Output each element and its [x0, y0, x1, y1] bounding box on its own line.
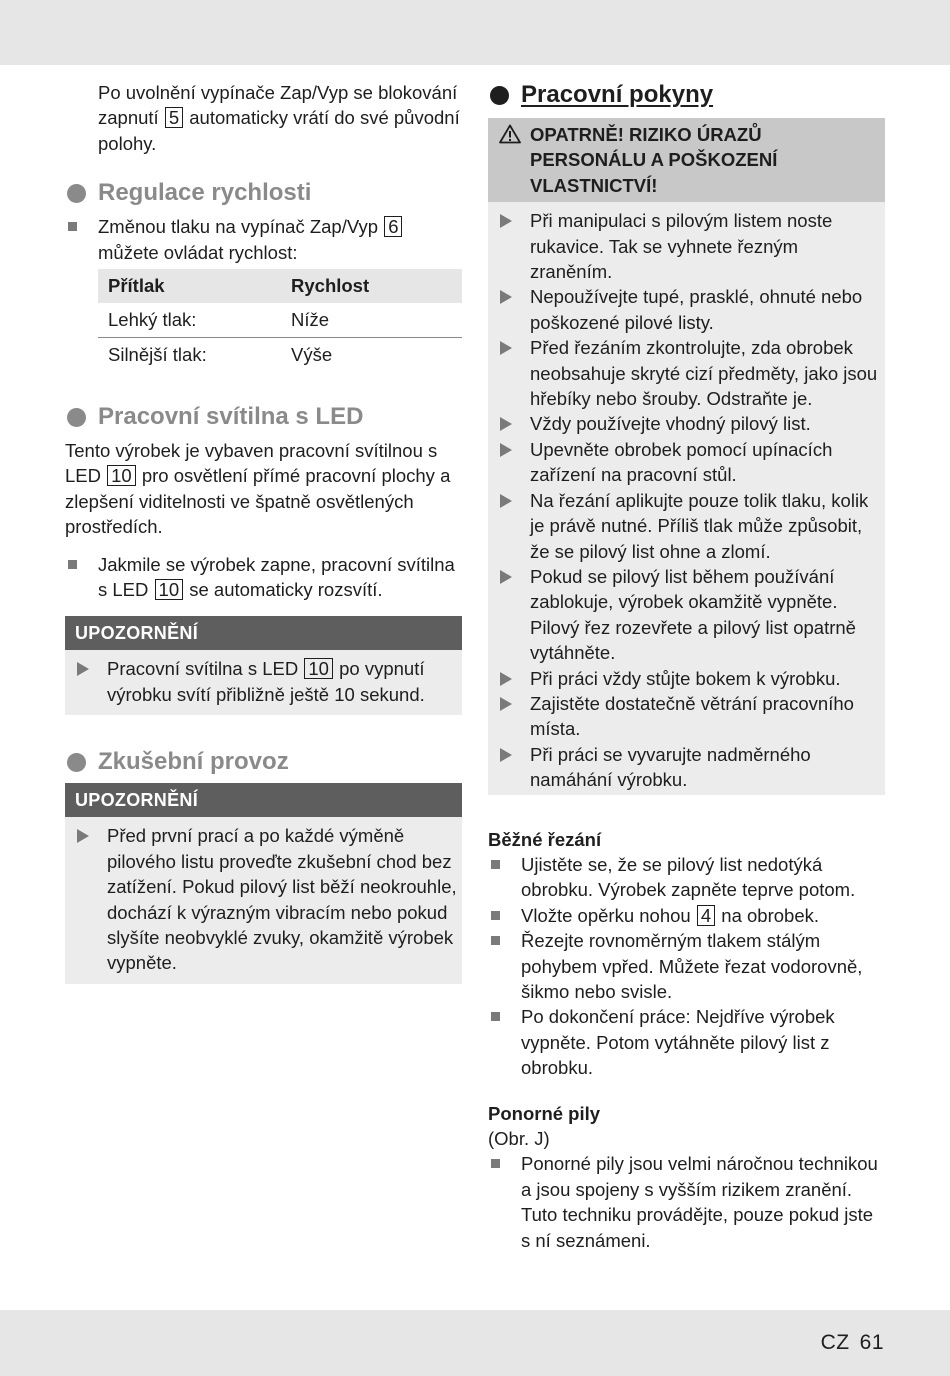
notice-box [65, 616, 462, 715]
list-item: Při práci se vyvarujte nadměrného namáhání výrobku. [488, 742, 885, 793]
notice-box [65, 783, 462, 983]
ref-number: 4 [697, 905, 715, 926]
square-bullet-icon [491, 860, 500, 869]
table-header: Přítlak [98, 269, 281, 303]
bullet-dot-icon [67, 408, 86, 427]
table-header-row [98, 269, 462, 303]
square-bullet-icon [68, 560, 77, 569]
notice-title: UPOZORNĚNÍ [65, 783, 462, 817]
bullet-dot-icon [67, 753, 86, 772]
list-item: Zajistěte dostatečně větrání pracovního místa. [488, 691, 885, 742]
ref-number: 5 [165, 107, 183, 128]
square-bullet-icon [491, 1159, 500, 1168]
arrow-bullet-icon [500, 417, 512, 431]
list-item: Řezejte rovnoměrným tlakem stálým pohybem vpřed. Můžete řezat vodorovně, šikmo nebo svisle. [488, 928, 885, 1004]
table-header: Rychlost [281, 269, 462, 303]
right-column [488, 80, 885, 1253]
ref-number: 6 [384, 216, 402, 237]
table-cell: Níže [281, 303, 462, 338]
square-bullet-icon [491, 1012, 500, 1021]
list-item: Upevněte obrobek pomocí upínacích zařízení na pracovní stůl. [488, 437, 885, 488]
square-bullet-icon [491, 936, 500, 945]
table-cell: Lehký tlak: [98, 303, 281, 338]
arrow-bullet-icon [500, 672, 512, 686]
top-band [0, 0, 950, 65]
warning-box [488, 118, 885, 795]
arrow-bullet-icon [500, 494, 512, 508]
heading-work-instructions: Pracovní pokyny [488, 80, 885, 110]
list-item: Nepoužívejte tupé, prasklé, ohnuté nebo poškozené pilové listy. [488, 284, 885, 335]
list-item: Při práci vždy stůjte bokem k výrobku. [488, 666, 885, 691]
subheading-plunge-saws: Ponorné pily [488, 1102, 601, 1124]
list-item: Před první prací a po každé výměně pilového listu proveďte zkušební chod bez zatížení. Pokud pilový list běží neokrouhle, dochází k výrazným vibracím nebo pokud slyšíte neobvyklé zvuky, okamžitě výrobek vypněte. [65, 823, 462, 975]
subheading-normal-cutting: Běžné řezání [488, 828, 602, 850]
list-item: Na řezání aplikujte pouze tolik tlaku, kolik je právě nutné. Příliš tlak může způsobit, že se pilový list ohne a zlomí. [488, 488, 885, 564]
list-item: Pracovní svítilna s LED 10 po vypnutí výrobku svítí přibližně ještě 10 sekund. [65, 656, 462, 707]
arrow-bullet-icon [500, 443, 512, 457]
warning-triangle-icon [499, 124, 521, 144]
table-cell: Výše [291, 344, 333, 366]
figure-reference: (Obr. J) [488, 1128, 550, 1150]
language-code: CZ [820, 1331, 850, 1354]
ref-number: 10 [107, 465, 136, 486]
page-number: 61 [859, 1331, 884, 1354]
led-paragraph: Tento výrobek je vybaven pracovní svítilnou s LED 10 pro osvětlení přímé pracovní plochy a zlepšení viditelnosti ve špatně osvětlených prostředích. [65, 440, 451, 538]
table-row [98, 303, 462, 338]
heading-led-light: Pracovní svítilna s LED [65, 402, 462, 432]
list-item: Jakmile se výrobek zapne, pracovní svítilna s LED 10 se automaticky rozsvítí. [65, 552, 462, 603]
table-cell: Silnější tlak: [108, 344, 207, 366]
list-item: Vložte opěrku nohou 4 na obrobek. [488, 903, 885, 928]
arrow-bullet-icon [500, 697, 512, 711]
notice-title: UPOZORNĚNÍ [65, 616, 462, 650]
list-item: Změnou tlaku na vypínač Zap/Vyp 6 můžete ovládat rychlost: [65, 214, 462, 265]
list-item: Před řezáním zkontrolujte, zda obrobek neobsahuje skryté cizí předměty, jako jsou hřebíky nebo šrouby. Odstraňte je. [488, 335, 885, 411]
arrow-bullet-icon [500, 748, 512, 762]
intro-paragraph: Po uvolnění vypínače Zap/Vyp se blokování zapnutí 5 automaticky vrátí do své původní polohy. [98, 82, 460, 154]
table-row [98, 338, 462, 373]
arrow-bullet-icon [500, 570, 512, 584]
warning-title: OPATRNĚ! RIZIKO ÚRAZŮ PERSONÁLU A POŠKOZENÍ VLASTNICTVÍ! [488, 118, 885, 202]
heading-speed-control: Regulace rychlosti [65, 178, 462, 208]
square-bullet-icon [68, 222, 77, 231]
list-item: Pokud se pilový list během používání zablokuje, výrobek okamžitě vypněte. Pilový řez rozevřete a pilový list opatrně vytáhněte. [488, 564, 885, 666]
arrow-bullet-icon [77, 662, 89, 676]
arrow-bullet-icon [500, 214, 512, 228]
page-footer [811, 1330, 884, 1355]
list-item: Při manipulaci s pilovým listem noste rukavice. Tak se vyhnete řezným zraněním. [488, 208, 885, 284]
arrow-bullet-icon [500, 341, 512, 355]
left-column [65, 80, 462, 984]
bullet-dot-icon [490, 86, 509, 105]
speed-table [98, 269, 462, 372]
list-item: Vždy používejte vhodný pilový list. [488, 411, 885, 436]
heading-test-run: Zkušební provoz [65, 747, 462, 777]
list-item: Po dokončení práce: Nejdříve výrobek vypněte. Potom vytáhněte pilový list z obrobku. [488, 1004, 885, 1080]
arrow-bullet-icon [77, 829, 89, 843]
square-bullet-icon [491, 911, 500, 920]
list-item: Ponorné pily jsou velmi náročnou technikou a jsou spojeny s vyšším rizikem zranění. Tuto techniku provádějte, pouze pokud jste s ní seznámeni. [488, 1151, 885, 1253]
ref-number: 10 [304, 658, 333, 679]
list-item: Ujistěte se, že se pilový list nedotýká obrobku. Výrobek zapněte teprve potom. [488, 852, 885, 903]
ref-number: 10 [155, 579, 184, 600]
bottom-band [0, 1310, 950, 1376]
bullet-dot-icon [67, 184, 86, 203]
arrow-bullet-icon [500, 290, 512, 304]
